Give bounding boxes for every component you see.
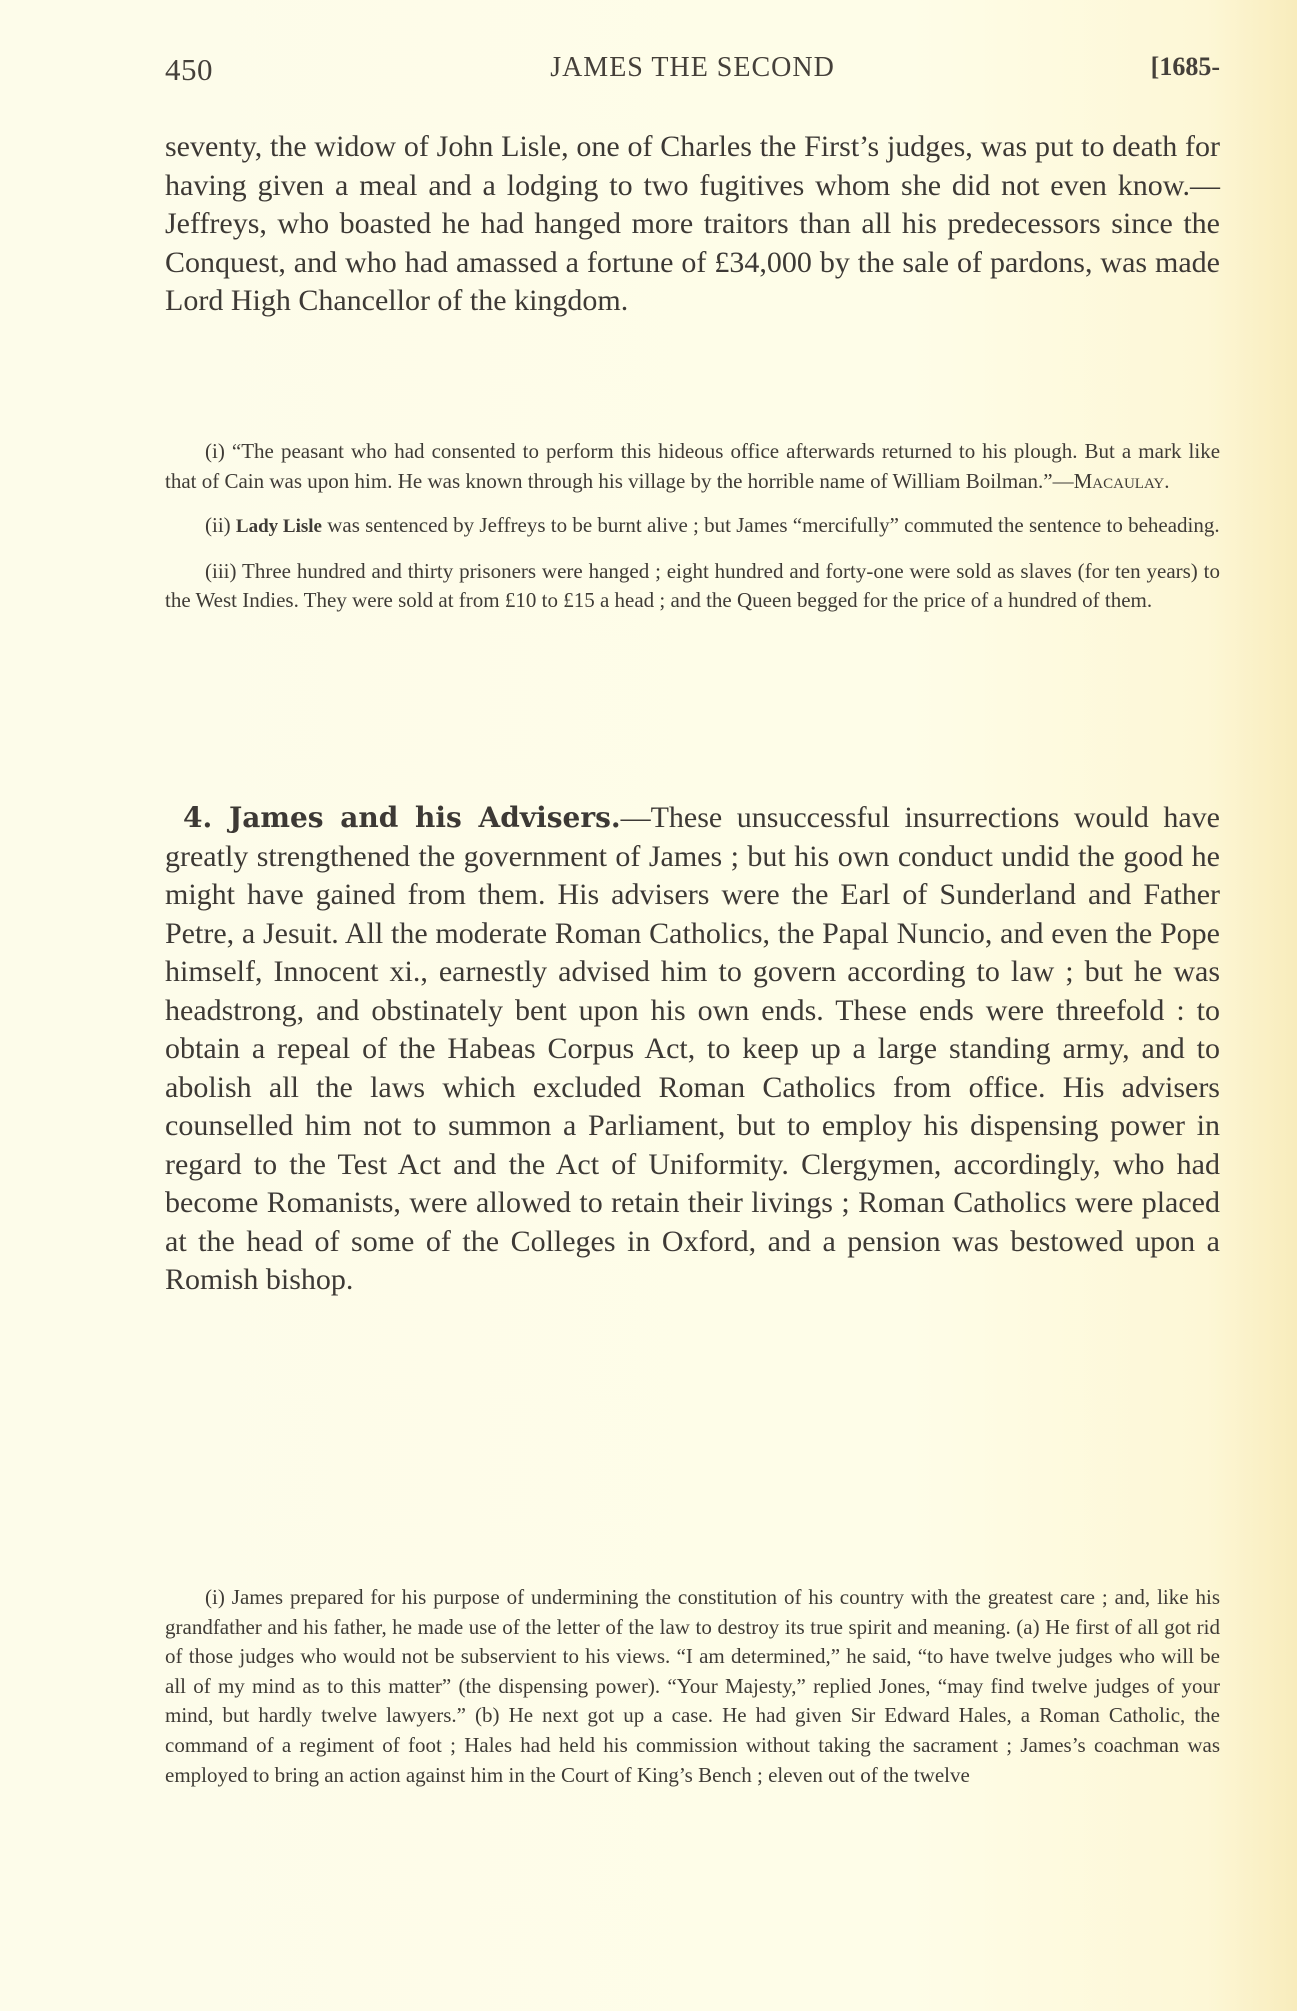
footnote-attribution: Macaulay. [1073, 468, 1170, 493]
footnote-label: (i) [205, 439, 225, 463]
footnote-text: “The peasant who had consented to perform this hideous office afterwards returned to his plough. But a mark like that of Cain was upon him. He was known through his village by the horrible name of William Boilman.”— [165, 439, 1221, 493]
footnote-label: (ii) [205, 513, 231, 538]
section-4-paragraph [165, 799, 1220, 1300]
footnote-label: (iii) [205, 558, 237, 583]
section-4 [165, 799, 1220, 1300]
section-text: —These unsuccessful insurrections would have greatly strengthened the government of James ; but his own conduct undid the good he might have gained from them. His advisers were the Earl of Sunderland and Father Petre, a Jesuit. All the moderate Roman Catholics, the Papal Nuncio, and even the Pope himself, Innocent xi., earnestly advised him to govern according to law ; but he was headstrong, and obstinately bent upon his own ends. These ends were threefold : to obtain a repeal of the Habeas Corpus Act, to keep up a large standing army, and to abolish all the laws which excluded Roman Catholics from office. His advisers counselled him not to summon a Parliament, but to employ his dispensing power in regard to the Test Act and the Act of Uniformity. Clergymen, accordingly, who had become Romanists, were allowed to retain their livings ; Roman Catholics were placed at the head of some of the Colleges in Oxford, and a pension was bestowed upon a Romish bishop. [165, 801, 1220, 1296]
footnote-i [165, 1583, 1220, 1790]
running-title: JAMES THE SECOND [550, 52, 835, 83]
footnote-iii [165, 557, 1220, 616]
footnote-text: was sentenced by Jeffreys to be burnt alive ; but James “mercifully” commuted the sentence to beheading. [327, 513, 1220, 538]
paragraph-text: seventy, the widow of John Lisle, one of Charles the First’s judges, was put to death for having given a meal and a lodging to two fugitives whom she did not even know.—Jeffreys, who boasted he had hanged more traitors than all his predecessors since the Conquest, and who had amassed a fortune of £34,000 by the sale of pardons, was made Lord High Chancellor of the kingdom. [165, 130, 1220, 317]
footnote-i [165, 437, 1220, 496]
page-number: 450 [165, 52, 213, 87]
footnote-text: Three hundred and thirty prisoners were hanged ; eight hundred and forty-one were sold as slaves (for ten years) to the West Indies. They were sold at from £10 to £15 a head ; and the Queen begged for the price of a hundred of them. [165, 558, 1220, 613]
running-year: [1685- [1150, 52, 1220, 81]
footnote-label: (i) [205, 1585, 225, 1609]
section-heading: 4. James and his Advisers. [183, 801, 621, 834]
paragraph-continuation [165, 128, 1220, 321]
footnote-text: James prepared for his purpose of undermining the constitution of his country with the greatest care ; and, like his grandfather and his father, he made use of the letter of the law to destroy its true spirit and meaning. (a) He first of all got rid of those judges who would not be subservient to his views. “I am determined,” he said, “to have twelve judges who will be all of my mind as to this matter” (the dispensing power). “Your Majesty,” replied Jones, “may find twelve judges of your mind, but hardly twelve lawyers.” (b) He next got up a case. He had given Sir Edward Hales, a Roman Catholic, the command of a regiment of foot ; Hales had held his commission without taking the sacrament ; James’s coachman was employed to bring an action against him in the Court of King’s Bench ; eleven out of the twelve [165, 1585, 1220, 1787]
footnotes-group-1 [165, 437, 1220, 616]
running-head [165, 52, 1220, 92]
footnotes-group-2 [165, 1583, 1220, 1790]
footnote-bold-lead: Lady Lisle [235, 516, 322, 538]
footnote-ii [165, 511, 1220, 542]
